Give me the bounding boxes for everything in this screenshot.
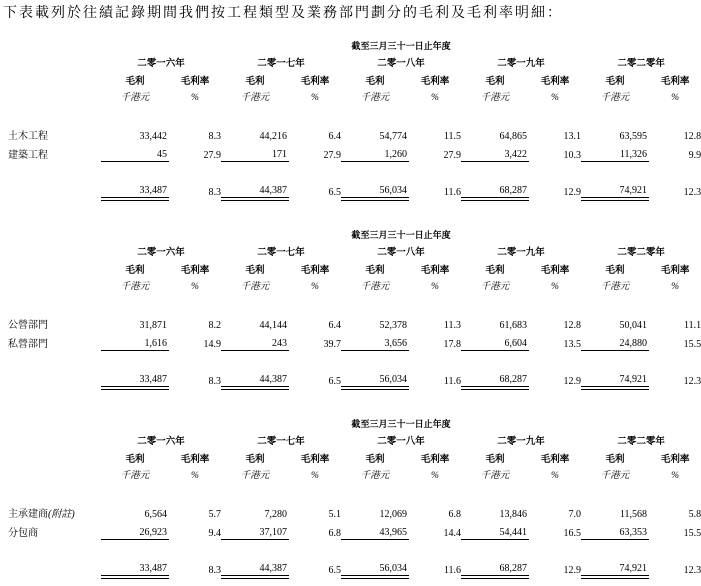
amount-unit-header: 千港元	[360, 92, 390, 103]
year-header: 二零一七年	[257, 436, 305, 447]
spacer	[0, 350, 701, 367]
total-gross-profit-margin-value: 12.3	[683, 376, 701, 388]
spacer-row	[0, 482, 701, 503]
gross-profit-header: 毛利	[125, 76, 145, 87]
empty-cell	[0, 88, 101, 104]
gross-profit-value: 3,656	[341, 332, 409, 351]
gross-profit-margin-header: 毛利率	[660, 265, 690, 276]
gross-profit-margin-header: 毛利率	[660, 454, 690, 465]
total-gross-profit-margin-value: 12.9	[563, 187, 581, 199]
empty-cell	[0, 53, 101, 70]
gross-profit-margin-header: 毛利率	[420, 76, 450, 87]
empty-cell	[0, 277, 101, 293]
total-gross-profit-value: 44,387	[221, 178, 289, 199]
gross-profit-margin-value: 8.3	[208, 131, 221, 143]
gross-profit-value: 243	[221, 332, 289, 351]
period-header-row	[0, 228, 701, 242]
percent-unit-header: %	[551, 470, 559, 481]
empty-cell	[0, 228, 101, 242]
gross-profit-header: 毛利	[605, 76, 625, 87]
gross-profit-margin-value: 6.4	[328, 320, 341, 332]
gross-profit-margin-value: 27.9	[203, 149, 221, 161]
year-header: 二零一八年	[377, 247, 425, 258]
metric-header-row	[0, 259, 701, 277]
gross-profit-value: 52,378	[379, 320, 407, 332]
year-header: 二零二零年	[617, 436, 665, 447]
gross-profit-margin-header: 毛利率	[300, 76, 330, 87]
row-label-note: (附註)	[48, 509, 75, 521]
amount-unit-header: 千港元	[600, 92, 630, 103]
gross-profit-margin-header: 毛利率	[180, 265, 210, 276]
gross-profit-value: 11,568	[619, 509, 647, 521]
amount-unit-header: 千港元	[240, 92, 270, 103]
total-gross-profit-margin-value: 11.6	[443, 187, 461, 199]
gross-profit-margin-value: 17.8	[443, 338, 461, 350]
total-gross-profit-value: 33,487	[101, 367, 169, 388]
gross-profit-margin-value: 11.1	[684, 320, 701, 332]
gross-profit-margin-value: 13.1	[563, 131, 581, 143]
total-gross-profit-value: 56,034	[341, 178, 409, 199]
row-label	[0, 521, 101, 540]
unit-header-row	[0, 277, 701, 293]
row-label-text: 主承建商	[8, 509, 48, 521]
gross-profit-value: 6,604	[461, 332, 529, 351]
percent-unit-header: %	[191, 92, 199, 103]
gross-profit-margin-value: 15.5	[683, 527, 701, 539]
gross-profit-value: 44,144	[259, 320, 287, 332]
year-header: 二零一九年	[497, 58, 545, 69]
total-gross-profit-margin-value: 6.5	[328, 565, 341, 577]
gross-profit-margin-value: 14.4	[443, 527, 461, 539]
gross-profit-value: 3,422	[461, 143, 529, 162]
total-gross-profit-margin-value: 6.5	[328, 187, 341, 199]
amount-unit-header: 千港元	[480, 92, 510, 103]
row-label-text: 私營部門	[8, 338, 48, 350]
percent-unit-header: %	[431, 470, 439, 481]
gross-profit-margin-header: 毛利率	[180, 454, 210, 465]
gross-profit-value: 37,107	[221, 521, 289, 540]
table-by-business-sector	[0, 228, 701, 390]
table-row	[0, 521, 701, 540]
row-label	[0, 143, 101, 162]
page-title: 下表載列於往績記錄期間我們按工程類型及業務部門劃分的毛利及毛利率明細：	[3, 6, 563, 21]
spacer	[0, 293, 701, 314]
empty-cell	[0, 178, 101, 199]
gross-profit-margin-value: 27.9	[443, 149, 461, 161]
year-header: 二零二零年	[617, 247, 665, 258]
gross-profit-header: 毛利	[365, 265, 385, 276]
gross-profit-header: 毛利	[245, 265, 265, 276]
year-header: 二零一七年	[257, 247, 305, 258]
amount-unit-header: 千港元	[480, 281, 510, 292]
amount-unit-header: 千港元	[240, 281, 270, 292]
total-row	[0, 367, 701, 388]
total-gross-profit-value: 33,487	[101, 556, 169, 577]
row-label-text: 分包商	[8, 527, 38, 539]
empty-cell	[0, 448, 101, 466]
total-gross-profit-margin-value: 8.3	[208, 187, 221, 199]
table-row	[0, 332, 701, 351]
gross-profit-margin-header: 毛利率	[420, 454, 450, 465]
table-row	[0, 314, 701, 332]
year-header: 二零一九年	[497, 247, 545, 258]
spacer	[0, 161, 701, 178]
gross-profit-margin-value: 5.7	[208, 509, 221, 521]
metric-header-row	[0, 70, 701, 88]
total-gross-profit-value: 44,387	[221, 367, 289, 388]
row-label	[0, 503, 101, 521]
percent-unit-header: %	[551, 281, 559, 292]
total-gross-profit-margin-value: 12.3	[683, 187, 701, 199]
years-row	[0, 242, 701, 259]
gross-profit-value: 31,871	[139, 320, 167, 332]
gross-profit-value: 54,441	[461, 521, 529, 540]
total-gross-profit-margin-value: 8.3	[208, 376, 221, 388]
period-header: 截至三月三十一日止年度	[351, 230, 451, 241]
gross-profit-margin-value: 13.5	[563, 338, 581, 350]
gross-profit-value: 171	[221, 143, 289, 162]
gross-profit-header: 毛利	[485, 265, 505, 276]
empty-cell	[0, 367, 101, 388]
table-by-contractor-role	[0, 417, 701, 579]
years-row	[0, 431, 701, 448]
spacer-row	[0, 293, 701, 314]
gross-profit-margin-header: 毛利率	[300, 454, 330, 465]
row-label	[0, 125, 101, 143]
empty-cell	[0, 259, 101, 277]
gross-profit-header: 毛利	[245, 76, 265, 87]
empty-cell	[0, 70, 101, 88]
gross-profit-margin-header: 毛利率	[660, 76, 690, 87]
percent-unit-header: %	[431, 92, 439, 103]
gross-profit-value: 24,880	[581, 332, 649, 351]
empty-cell	[0, 417, 101, 431]
gross-profit-header: 毛利	[485, 454, 505, 465]
gross-profit-value: 44,216	[259, 131, 287, 143]
gross-profit-tables	[0, 39, 701, 579]
gross-profit-margin-value: 6.8	[328, 527, 341, 539]
total-gross-profit-value: 56,034	[341, 556, 409, 577]
total-gross-profit-margin-value: 11.6	[443, 376, 461, 388]
total-gross-profit-value: 68,287	[461, 367, 529, 388]
gross-profit-margin-value: 6.4	[328, 131, 341, 143]
percent-unit-header: %	[671, 92, 680, 103]
total-gross-profit-value: 68,287	[461, 556, 529, 577]
percent-unit-header: %	[191, 470, 199, 481]
gross-profit-header: 毛利	[485, 76, 505, 87]
gross-profit-margin-value: 14.9	[203, 338, 221, 350]
gross-profit-value: 63,353	[581, 521, 649, 540]
percent-unit-header: %	[431, 281, 439, 292]
gross-profit-margin-header: 毛利率	[300, 265, 330, 276]
row-label	[0, 314, 101, 332]
gross-profit-margin-value: 12.8	[563, 320, 581, 332]
percent-unit-header: %	[551, 92, 559, 103]
percent-unit-header: %	[311, 470, 319, 481]
amount-unit-header: 千港元	[240, 470, 270, 481]
gross-profit-margin-value: 5.1	[328, 509, 341, 521]
gross-profit-header: 毛利	[605, 454, 625, 465]
gross-profit-margin-value: 16.5	[563, 527, 581, 539]
gross-profit-value: 1,260	[341, 143, 409, 162]
gross-profit-margin-value: 11.5	[443, 131, 461, 143]
amount-unit-header: 千港元	[360, 281, 390, 292]
percent-unit-header: %	[671, 470, 680, 481]
gross-profit-margin-header: 毛利率	[540, 76, 570, 87]
spacer	[0, 104, 701, 125]
gross-profit-value: 7,280	[264, 509, 287, 521]
gross-profit-value: 11,326	[581, 143, 649, 162]
gross-profit-margin-value: 8.2	[208, 320, 221, 332]
year-header: 二零一九年	[497, 436, 545, 447]
gross-profit-margin-value: 15.5	[683, 338, 701, 350]
row-label-text: 土木工程	[8, 131, 48, 143]
total-gross-profit-value: 68,287	[461, 178, 529, 199]
spacer-row	[0, 350, 701, 367]
gross-profit-margin-value: 9.9	[688, 149, 701, 161]
empty-cell	[0, 556, 101, 577]
amount-unit-header: 千港元	[120, 281, 150, 292]
gross-profit-margin-value: 10.3	[563, 149, 581, 161]
total-gross-profit-margin-value: 12.9	[563, 565, 581, 577]
period-header-row	[0, 39, 701, 53]
gross-profit-value: 33,442	[139, 131, 167, 143]
period-header: 截至三月三十一日止年度	[351, 419, 451, 430]
gross-profit-value: 43,965	[341, 521, 409, 540]
gross-profit-value: 64,865	[499, 131, 527, 143]
empty-cell	[0, 39, 101, 53]
percent-unit-header: %	[191, 281, 199, 292]
gross-profit-value: 26,923	[101, 521, 169, 540]
gross-profit-margin-value: 11.3	[443, 320, 461, 332]
row-label	[0, 332, 101, 351]
gross-profit-margin-header: 毛利率	[540, 454, 570, 465]
total-gross-profit-value: 33,487	[101, 178, 169, 199]
gross-profit-value: 61,683	[499, 320, 527, 332]
total-gross-profit-margin-value: 12.3	[683, 565, 701, 577]
total-row	[0, 178, 701, 199]
gross-profit-value: 12,069	[379, 509, 407, 521]
total-row	[0, 556, 701, 577]
gross-profit-header: 毛利	[365, 454, 385, 465]
gross-profit-margin-value: 5.8	[688, 509, 701, 521]
amount-unit-header: 千港元	[120, 470, 150, 481]
amount-unit-header: 千港元	[360, 470, 390, 481]
gross-profit-value: 54,774	[379, 131, 407, 143]
year-header: 二零一七年	[257, 58, 305, 69]
total-gross-profit-margin-value: 8.3	[208, 565, 221, 577]
period-header: 截至三月三十一日止年度	[351, 41, 451, 52]
table-row	[0, 503, 701, 521]
gross-profit-header: 毛利	[365, 76, 385, 87]
year-header: 二零一六年	[137, 58, 185, 69]
document-page	[0, 6, 701, 579]
row-label-text: 公營部門	[8, 320, 48, 332]
table-row	[0, 143, 701, 162]
gross-profit-margin-header: 毛利率	[180, 76, 210, 87]
total-gross-profit-margin-value: 6.5	[328, 376, 341, 388]
spacer-row	[0, 161, 701, 178]
row-label-text: 建築工程	[8, 149, 48, 161]
year-header: 二零一六年	[137, 247, 185, 258]
amount-unit-header: 千港元	[600, 281, 630, 292]
unit-header-row	[0, 466, 701, 482]
percent-unit-header: %	[311, 92, 319, 103]
gross-profit-margin-value: 27.9	[323, 149, 341, 161]
gross-profit-margin-header: 毛利率	[420, 265, 450, 276]
spacer	[0, 539, 701, 556]
gross-profit-value: 50,041	[619, 320, 647, 332]
empty-cell	[0, 466, 101, 482]
gross-profit-value: 1,616	[101, 332, 169, 351]
total-gross-profit-value: 74,921	[581, 556, 649, 577]
years-row	[0, 53, 701, 70]
table-row	[0, 125, 701, 143]
empty-cell	[0, 242, 101, 259]
gross-profit-margin-value: 7.0	[568, 509, 581, 521]
spacer	[0, 482, 701, 503]
gross-profit-header: 毛利	[125, 265, 145, 276]
gross-profit-margin-value: 9.4	[208, 527, 221, 539]
spacer-row	[0, 539, 701, 556]
gross-profit-header: 毛利	[125, 454, 145, 465]
percent-unit-header: %	[671, 281, 680, 292]
period-header-row	[0, 417, 701, 431]
total-gross-profit-margin-value: 12.9	[563, 376, 581, 388]
gross-profit-value: 45	[101, 143, 169, 162]
amount-unit-header: 千港元	[120, 92, 150, 103]
gross-profit-header: 毛利	[605, 265, 625, 276]
gross-profit-margin-value: 12.8	[683, 131, 701, 143]
gross-profit-value: 13,846	[499, 509, 527, 521]
spacer-row	[0, 104, 701, 125]
amount-unit-header: 千港元	[480, 470, 510, 481]
year-header: 二零一八年	[377, 436, 425, 447]
gross-profit-value: 6,564	[144, 509, 167, 521]
total-gross-profit-value: 56,034	[341, 367, 409, 388]
metric-header-row	[0, 448, 701, 466]
total-gross-profit-value: 74,921	[581, 367, 649, 388]
total-gross-profit-margin-value: 11.6	[443, 565, 461, 577]
table-by-project-type	[0, 39, 701, 201]
total-gross-profit-value: 74,921	[581, 178, 649, 199]
unit-header-row	[0, 88, 701, 104]
year-header: 二零一八年	[377, 58, 425, 69]
gross-profit-header: 毛利	[245, 454, 265, 465]
year-header: 二零一六年	[137, 436, 185, 447]
gross-profit-value: 63,595	[619, 131, 647, 143]
total-gross-profit-value: 44,387	[221, 556, 289, 577]
gross-profit-margin-header: 毛利率	[540, 265, 570, 276]
amount-unit-header: 千港元	[600, 470, 630, 481]
gross-profit-margin-value: 6.8	[448, 509, 461, 521]
year-header: 二零二零年	[617, 58, 665, 69]
empty-cell	[0, 431, 101, 448]
gross-profit-margin-value: 39.7	[323, 338, 341, 350]
percent-unit-header: %	[311, 281, 319, 292]
